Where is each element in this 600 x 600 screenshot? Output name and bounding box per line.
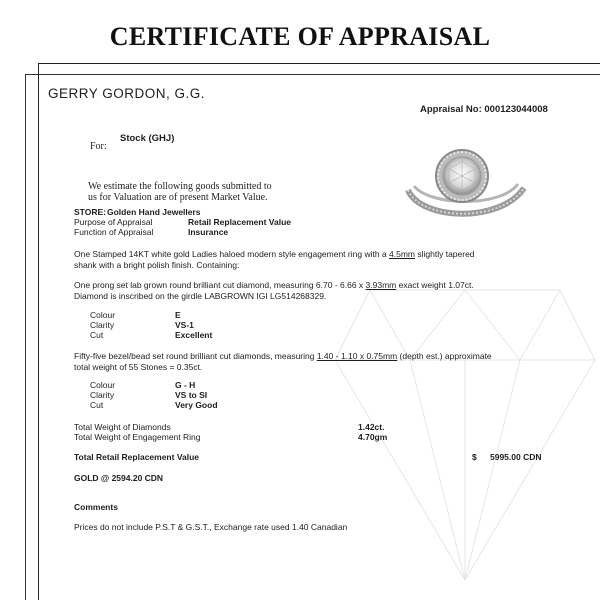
desc2-text-end: exact weight 1.07ct.: [396, 280, 474, 290]
ring-description: [74, 249, 564, 271]
center-cut-label: Cut: [90, 330, 104, 340]
side-diamond-size: 1.40 - 1.10 x 0.75mm: [316, 351, 398, 361]
certificate-title: CERTIFICATE OF APPRAISAL: [109, 22, 491, 51]
desc3-text-end: (depth est.) approximate: [397, 351, 492, 361]
store-label: STORE:: [74, 207, 106, 217]
function-label: Function of Appraisal: [74, 227, 154, 237]
total-diamonds-label: Total Weight of Diamonds: [74, 422, 171, 432]
center-colour-label: Colour: [90, 310, 116, 320]
frame-border-top: [38, 63, 600, 64]
shank-width: 4.5mm: [389, 249, 415, 259]
retail-value: 5995.00 CDN: [490, 452, 542, 462]
purpose-value: Retail Replacement Value: [188, 217, 291, 227]
desc2-text: One prong set lab grown round brilliant cut diamond, measuring 6.70 - 6.66 x: [74, 280, 366, 290]
retail-label: Total Retail Replacement Value: [74, 452, 200, 462]
center-clarity-value: VS-1: [175, 320, 194, 330]
desc1-text-end: slightly tapered: [415, 249, 475, 259]
appraisal-number: Appraisal No: 000123044008: [420, 104, 548, 115]
comments-text: Prices do not include P.S.T & G.S.T., Exchange rate used 1.40 Canadian: [74, 522, 348, 532]
intro-statement: [88, 181, 272, 203]
side-clarity-label: Clarity: [90, 390, 115, 400]
intro-line-1: We estimate the following goods submitted to: [88, 181, 272, 192]
intro-line-2: us for Valuation are of present Market Value.: [88, 192, 268, 203]
purpose-label: Purpose of Appraisal: [74, 217, 153, 227]
store-value: Golden Hand Jewellers: [107, 207, 201, 217]
diamond-depth: 3.93mm: [365, 280, 397, 290]
stock-code: Stock (GHJ): [120, 133, 175, 144]
desc3-text: Fifty-five bezel/bead set round brilliant cut diamonds, measuring: [74, 351, 317, 361]
desc1-text: One Stamped 14KT white gold Ladies haloed modern style engagement ring with a: [74, 249, 390, 259]
side-colour-label: Colour: [90, 380, 116, 390]
appraiser-name: GERRY GORDON, G.G.: [48, 86, 206, 101]
desc3-line2: total weight of 55 Stones = 0.35ct.: [74, 362, 203, 372]
total-ring-label: Total Weight of Engagement Ring: [74, 432, 201, 442]
center-colour-value: E: [175, 310, 181, 320]
side-diamonds-description: [74, 351, 564, 373]
frame-border-left: [38, 63, 39, 600]
for-label: For:: [90, 141, 107, 152]
desc1-line2: shank with a bright polish finish. Containing:: [74, 260, 240, 270]
side-cut-value: Very Good: [175, 400, 218, 410]
side-clarity-value: VS to SI: [175, 390, 208, 400]
comments-label: Comments: [74, 502, 118, 512]
gold-price: GOLD @ 2594.20 CDN: [74, 473, 164, 483]
ring-image: [400, 128, 530, 228]
frame-border-top-inner: [25, 74, 600, 75]
side-colour-value: G - H: [175, 380, 196, 390]
center-clarity-label: Clarity: [90, 320, 115, 330]
center-diamond-description: [74, 280, 564, 302]
frame-border-left-inner: [25, 74, 26, 600]
total-diamonds-value: 1.42ct.: [358, 422, 385, 432]
side-cut-label: Cut: [90, 400, 104, 410]
retail-currency: $: [472, 452, 477, 462]
function-value: Insurance: [188, 227, 229, 237]
total-ring-value: 4.70gm: [358, 432, 388, 442]
center-cut-value: Excellent: [175, 330, 213, 340]
desc2-line2: Diamond is inscribed on the girdle LABGROWN IGI LG514268329.: [74, 291, 327, 301]
